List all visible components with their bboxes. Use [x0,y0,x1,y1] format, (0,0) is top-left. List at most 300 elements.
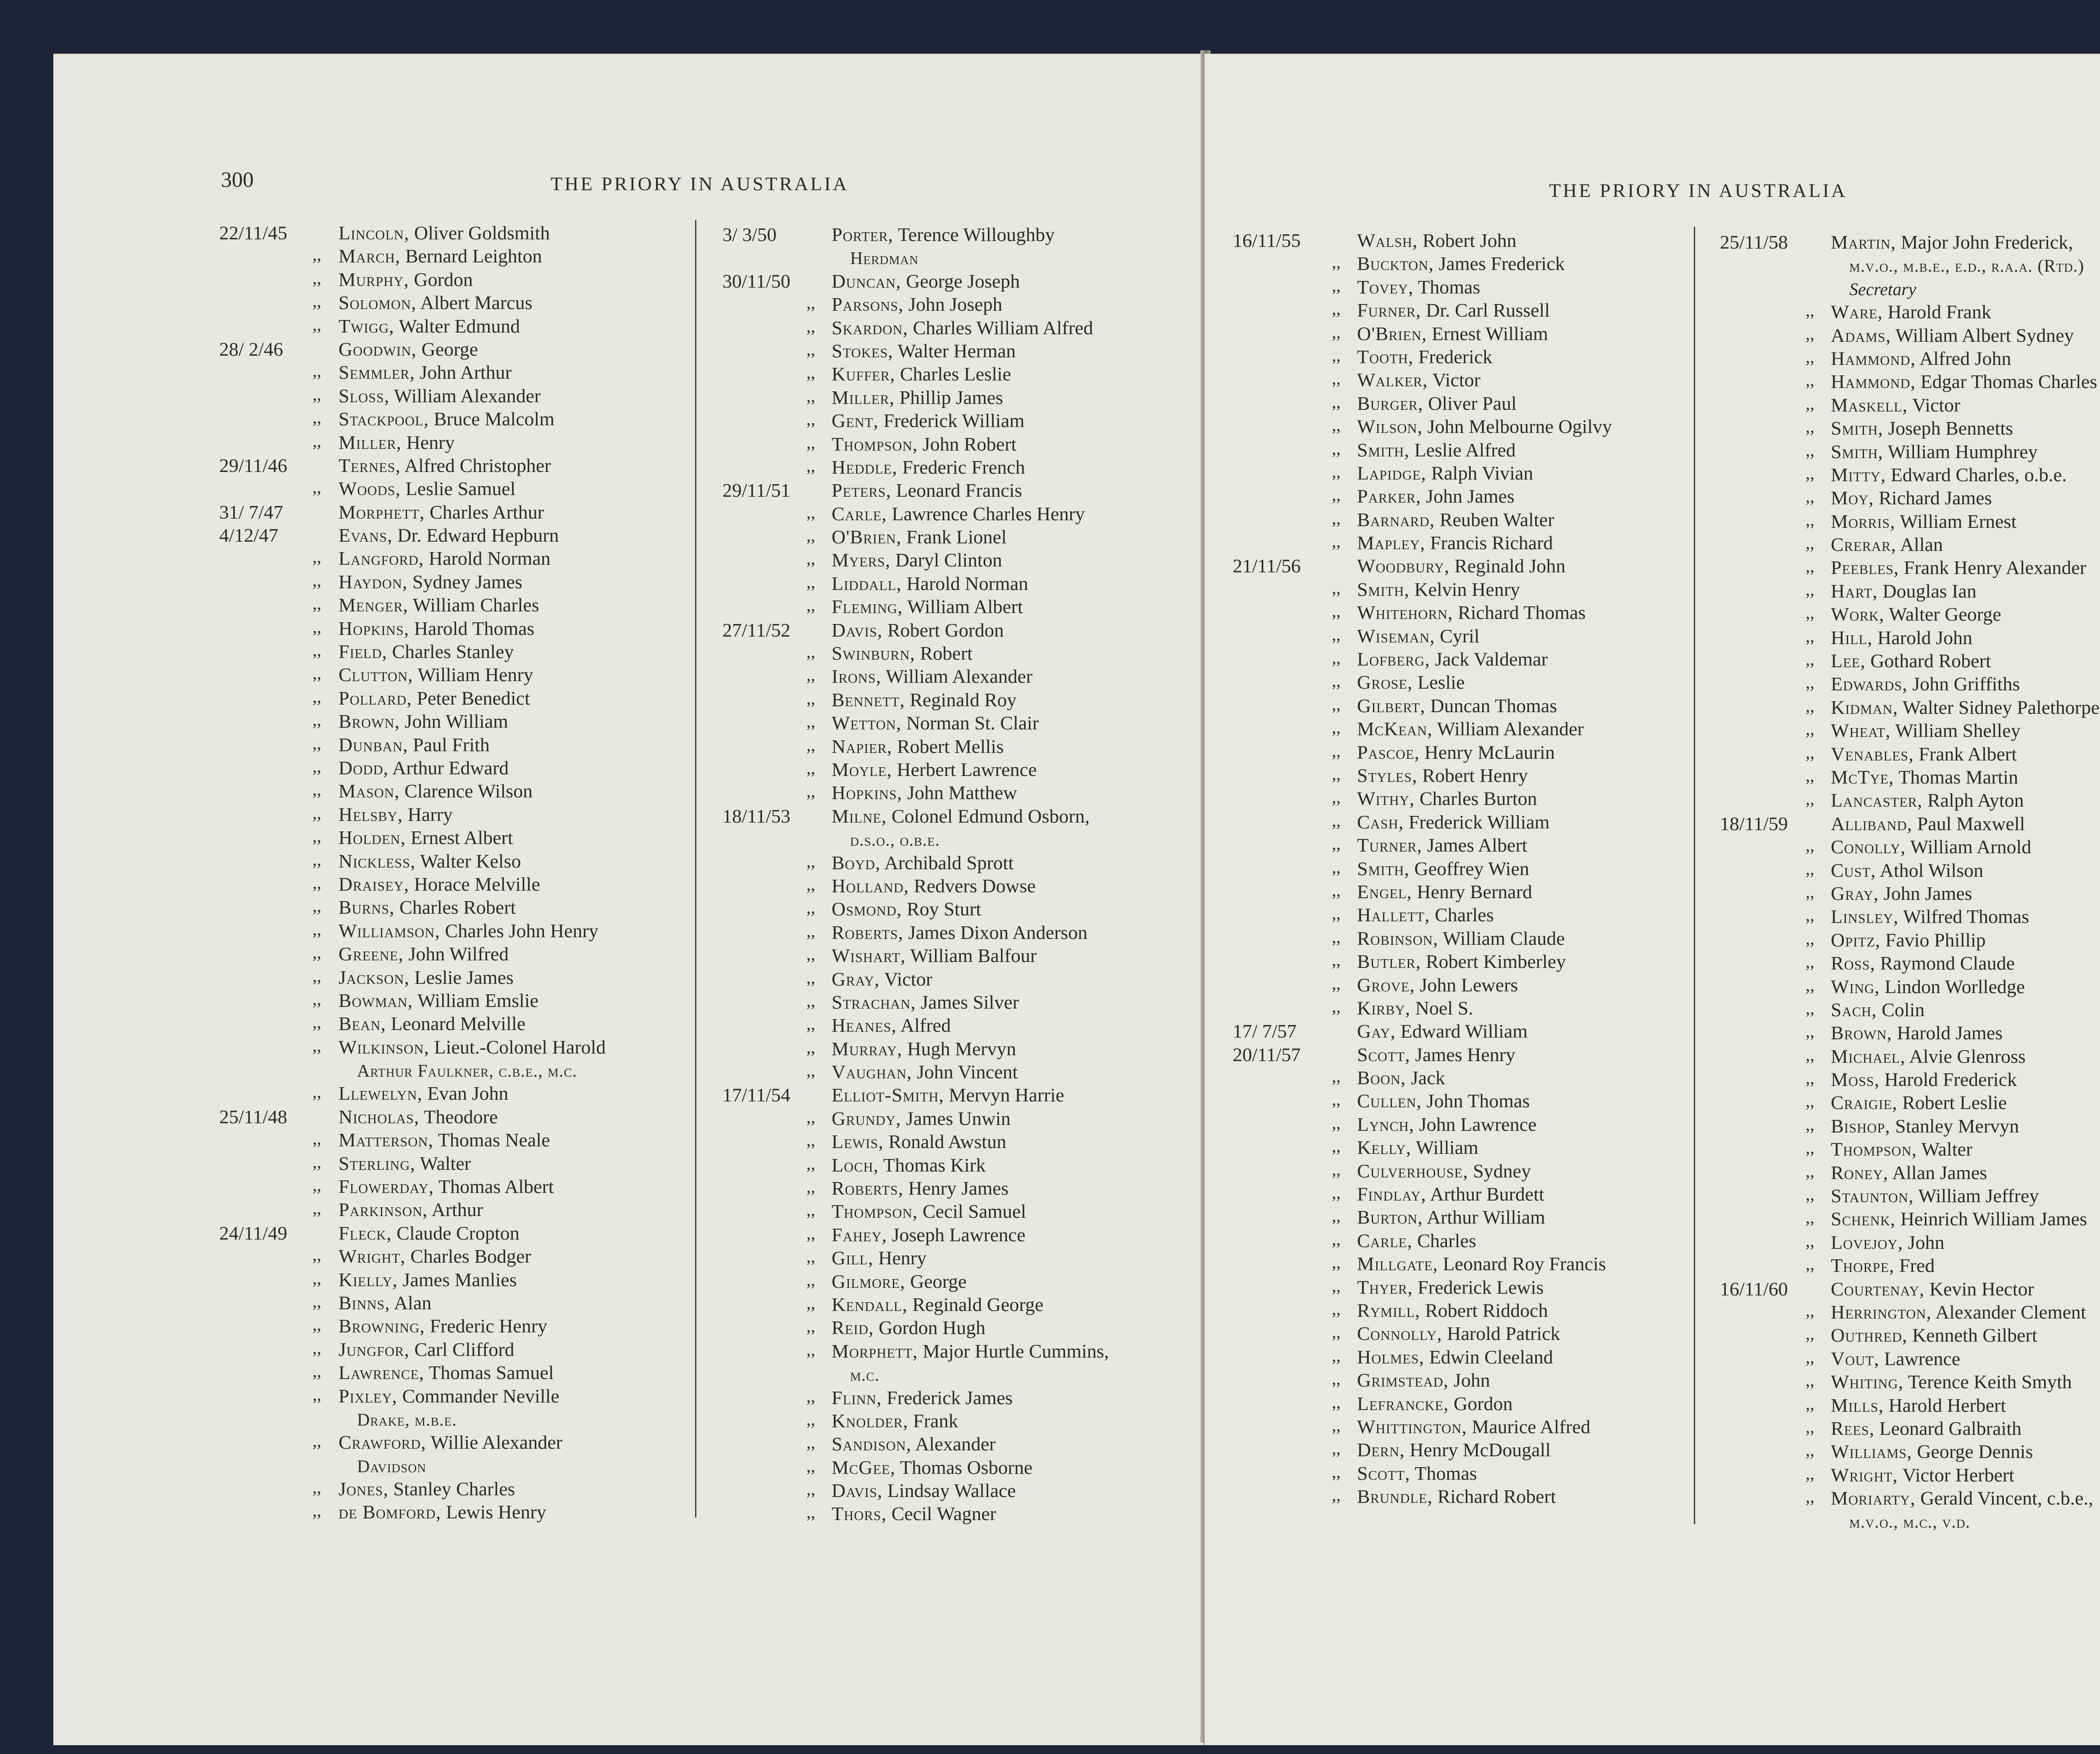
ditto-mark: ,, [1332,1113,1341,1133]
surname: Hill, [1831,627,1873,648]
entry-row [722,456,1218,479]
member-name [832,689,1016,711]
member-name [832,1387,1013,1409]
ditto-mark: ,, [806,410,815,430]
surname: Courtenay, [1831,1278,1925,1300]
ditto-mark: ,, [312,989,321,1009]
given-names: Henry [873,1247,927,1269]
given-names: Charles Arthur [425,501,544,523]
given-names: Leslie James [409,966,514,988]
entry-row [219,1361,740,1384]
given-names: Thomas Martin [1894,766,2019,788]
given-names: Frank Lionel [901,526,1007,548]
surname: Tovey, [1357,276,1414,298]
entry-row [1233,392,1695,415]
investiture-date: 28/ 2/46 [219,338,284,360]
surname: Semmler, [339,362,415,383]
entry-row [722,223,1218,246]
given-names: Ronald Awstun [883,1131,1007,1153]
ditto-mark: ,, [312,1501,321,1521]
given-names: Thomas Samuel [424,1362,554,1384]
member-name [339,757,509,779]
ditto-mark: ,, [806,386,815,406]
member-name [832,1061,1018,1083]
entry-row [722,875,1218,898]
given-names: Geoffrey Wien [1409,857,1529,879]
member-name [339,920,598,942]
surname: Wright, [1831,1464,1898,1486]
ditto-mark: ,, [1806,906,1814,926]
ditto-mark: ,, [1332,1323,1341,1342]
given-names: Charles Stanley [387,641,514,663]
ditto-mark: ,, [1806,440,1814,460]
ditto-mark: ,, [312,780,321,800]
surname: Thorpe, [1831,1255,1895,1277]
given-names: Charles William Alfred [908,317,1093,338]
entry-row [219,1012,740,1036]
ditto-mark: ,, [1332,392,1341,412]
entry-row [219,896,740,919]
ditto-mark: ,, [806,1433,815,1453]
member-name [832,503,1085,525]
surname: Loch, [832,1154,879,1176]
surname: Grimstead, [1357,1369,1449,1391]
member-name [1831,1487,2093,1509]
member-name [339,268,473,291]
surname: Wiseman, [1357,625,1435,647]
surname: Nicholas, [339,1106,420,1127]
given-names: Frank Henry Alexander [1899,557,2087,579]
entry-row [1720,1138,2100,1161]
ditto-mark: ,, [1332,1206,1341,1226]
given-names: James Unwin [901,1107,1011,1129]
given-names: Frederick James [882,1387,1013,1408]
ditto-mark: ,, [806,991,815,1011]
given-names: Harold Patrick [1442,1323,1560,1345]
given-names: Victor [879,968,932,990]
ditto-mark: ,, [312,571,321,590]
surname: Michael, [1831,1045,1906,1067]
entry-row [219,222,740,245]
member-name [339,477,515,500]
ditto-mark: ,, [312,1362,321,1382]
entry-row [722,1479,1218,1502]
ditto-mark: ,, [1806,1301,1814,1321]
given-names: John Joseph [903,294,1003,315]
entry-row [722,363,1218,386]
given-names: Stanley Mervyn [1890,1115,2019,1137]
given-names: Charles Robert [394,897,516,918]
member-name [1357,509,1554,531]
member-name [339,1431,562,1453]
surname: Swinburn, [832,642,915,664]
entry-row [219,943,740,966]
entry-row [722,1107,1218,1130]
ditto-mark: ,, [1806,673,1814,693]
member-name [832,1433,996,1455]
given-names: Allan [1896,534,1943,556]
investiture-date: 25/11/58 [1720,231,1788,253]
given-names: Richard Thomas [1453,602,1586,624]
given-names: Richard James [1874,487,1992,509]
honours-text: m.v.o., m.c., v.d. [1849,1513,1971,1532]
entry-row [722,1316,1218,1340]
given-names: Lieut.-Colonel Harold [429,1036,606,1058]
entry-row [219,1152,740,1175]
surname: Burger, [1357,392,1423,414]
entry-row [219,640,740,663]
member-name [832,456,1025,478]
ditto-mark: ,, [1332,764,1341,784]
member-name [1831,1091,2007,1114]
given-names: Victor [1428,369,1480,391]
given-names: Ernest Albert [406,827,513,849]
entry-row [219,850,740,873]
entry-row [1233,578,1695,601]
entry-row [1720,905,2100,928]
ditto-mark: ,, [806,317,815,336]
ditto-mark: ,, [1332,578,1341,598]
member-name [1831,510,2016,532]
given-names: Leonard Galbraith [1874,1417,2022,1439]
member-name [832,433,1016,455]
given-names: Athol Wilson [1876,859,1984,881]
member-name [339,222,550,244]
given-names: Alexander Clement [1932,1301,2086,1323]
entry-row [219,408,740,431]
surname: Goodwin, [339,338,417,360]
ditto-mark: ,, [806,1317,815,1337]
ditto-mark: ,, [1806,696,1814,716]
entry-row [1233,881,1695,904]
surname: Whittington, [1357,1416,1467,1437]
ditto-mark: ,, [806,433,815,453]
ditto-mark: ,, [312,1269,321,1288]
member-name [1831,1440,2033,1463]
surname: O'Brien, [832,526,902,548]
entry-row [722,1293,1218,1316]
member-name [1357,439,1516,461]
member-name [832,944,1037,967]
entry-row [722,246,1218,270]
given-names: Paul Frith [408,734,490,755]
given-names: Gordon Hugh [874,1317,986,1339]
member-name [1831,1022,2003,1044]
surname: Carle, [1357,1230,1412,1251]
surname: Moss, [1831,1069,1880,1091]
column-divider [1694,227,1695,1524]
surname: Dunban, [339,734,408,755]
given-names: Bruce Malcolm [429,408,555,430]
given-names: Favio Phillip [1880,929,1986,951]
member-name [1357,229,1517,252]
entry-row [1233,1160,1695,1183]
given-names: Ernest William [1427,322,1548,344]
ditto-mark: ,, [806,1293,815,1313]
surname: Woods, [339,478,401,500]
entry-row [722,1363,1218,1386]
member-name [1357,764,1528,787]
member-name [832,1177,1008,1199]
given-names: John [1449,1369,1490,1391]
member-name [1831,766,2018,788]
entry-row [1720,1510,2100,1533]
member-name [339,594,539,616]
given-names: Walter Kelso [415,850,521,872]
surname: Wishart, [832,945,906,967]
ditto-mark: ,, [806,1177,815,1197]
surname: Mapley, [1357,532,1425,554]
given-names: Willie Alexander [426,1432,562,1453]
entry-row [1233,974,1695,997]
entry-row [722,1387,1218,1410]
member-name [339,1106,498,1128]
ditto-mark: ,, [1332,974,1341,994]
surname: Cullen, [1357,1090,1422,1112]
member-name [832,735,1004,758]
surname: Moy, [1831,487,1874,509]
surname: Pixley, [339,1385,398,1407]
entry-row [1720,1022,2100,1045]
surname: Maskell, [1831,394,1908,416]
member-name [1831,627,1972,649]
entry-row [219,710,740,733]
given-names: James Manlies [397,1269,517,1290]
member-name [339,803,453,826]
given-names: Robert [915,642,973,664]
surname: Work, [1831,603,1885,625]
running-header: THE PRIORY IN AUSTRALIA [551,173,849,194]
entry-row [219,291,740,315]
surname: Skardon, [832,317,908,338]
ditto-mark: ,, [312,1478,321,1498]
member-name [339,547,551,569]
entry-row [722,852,1218,875]
page-number: 300 [221,168,254,192]
given-names: Archibald Sprott [880,852,1014,873]
honours-text: Davidson [357,1457,427,1476]
ditto-mark: ,, [806,503,815,522]
surname: Boon, [1357,1067,1406,1089]
member-name [1357,811,1550,833]
ditto-mark: ,, [1332,648,1341,668]
surname: Peters, [832,480,891,501]
given-names: Alfred John [1916,347,2011,369]
ditto-mark: ,, [1806,650,1814,670]
surname: Lefrancke, [1357,1392,1449,1414]
given-names: Robert John [1418,230,1517,251]
surname: Crawford, [339,1432,426,1453]
entry-row [1233,485,1695,508]
given-names: William [1411,1137,1478,1159]
member-name [1357,578,1520,600]
surname: Gilmore, [832,1270,906,1292]
ditto-mark: ,, [1806,1045,1814,1065]
ditto-mark: ,, [1332,462,1341,482]
ditto-mark: ,, [1806,301,1814,321]
surname: Thompson, [1831,1138,1917,1160]
given-names: Thomas Kirk [879,1154,986,1176]
surname: Kelly, [1357,1137,1412,1159]
member-name [832,1038,1016,1060]
surname: Nickless, [339,850,416,872]
surname: Helsby, [339,803,403,825]
ditto-mark: ,, [1332,671,1341,691]
member-name [1357,718,1584,740]
entry-row [1233,1322,1695,1345]
investiture-date: 27/11/52 [722,619,790,641]
given-names: Alan [390,1292,432,1314]
given-names: Edward Charles, o.b.e. [1886,464,2067,485]
member-name [339,524,559,546]
surname: Hart, [1831,580,1878,602]
surname: Cash, [1357,811,1404,833]
given-names: Duncan Thomas [1425,695,1557,716]
entry-row [1720,1045,2100,1068]
entry-row [1233,1392,1695,1416]
member-name [1831,673,2020,695]
surname: Gilbert, [1357,695,1425,716]
surname: Roberts, [832,1177,903,1199]
ditto-mark: ,, [1806,1464,1814,1484]
given-names: Edward William [1396,1020,1528,1042]
entry-row [219,1198,740,1222]
ditto-mark: ,, [1806,952,1814,972]
given-names: Victor Herbert [1898,1464,2015,1486]
surname: Vout, [1831,1348,1880,1369]
surname: Llewelyn, [339,1083,423,1104]
surname: Venables, [1831,743,1914,765]
member-name [832,1456,1032,1479]
surname: McGee, [832,1456,896,1478]
member-name [1357,857,1529,880]
honours-text: Herdman [850,249,919,269]
ditto-mark: ,, [806,1480,815,1500]
given-names: Reginald John [1449,555,1566,577]
ditto-mark: ,, [1806,394,1814,414]
member-name [1831,347,2011,370]
entry-row [1233,695,1695,718]
entry-row [722,595,1218,619]
given-names: George Joseph [901,270,1020,292]
member-name [832,223,1055,246]
surname: Findlay, [1357,1183,1426,1205]
investiture-date: 18/11/59 [1720,813,1788,834]
ditto-mark: ,, [806,1270,815,1290]
member-name [339,850,521,872]
surname: Flowerday, [339,1176,434,1198]
entry-row [1233,1276,1695,1299]
member-name [1831,394,1960,416]
member-name [339,1152,471,1175]
member-name [1357,1043,1515,1066]
entry-row [722,1502,1218,1526]
ditto-mark: ,, [1332,1160,1341,1180]
member-name [1831,836,2031,858]
given-names: Thomas Osborne [895,1456,1033,1478]
given-names: Evan John [423,1083,509,1104]
ditto-mark: ,, [1332,927,1341,947]
surname: Elliot-Smith, [832,1084,944,1106]
ditto-mark: ,, [806,712,815,732]
given-names: Arthur [428,1199,483,1221]
surname: Milne, [832,805,887,827]
entry-row [219,501,740,524]
surname: Withy, [1357,788,1415,810]
ditto-mark: ,, [806,782,815,802]
surname: Kielly, [339,1269,398,1290]
ditto-mark: ,, [806,1131,815,1151]
surname: Ternes, [339,454,401,476]
given-names: Clarence Wilson [399,780,533,802]
ditto-mark: ,, [312,1199,321,1219]
member-name [832,619,1004,641]
entry-row [219,361,740,384]
member-name [339,385,541,407]
entry-row [722,805,1218,828]
entry-row [1233,1113,1695,1136]
entry-row [1233,950,1695,973]
entry-row [1720,1185,2100,1208]
given-names: Noel S. [1410,997,1473,1019]
surname: Smith, [1357,439,1410,461]
entry-row [219,1455,740,1478]
ditto-mark: ,, [312,803,321,823]
member-name [339,315,520,337]
ditto-mark: ,, [312,966,321,986]
ditto-mark: ,, [1332,1439,1341,1459]
surname: Matterson, [339,1129,433,1151]
member-name [1831,1278,2034,1300]
ditto-mark: ,, [312,687,321,707]
surname: Williamson, [339,920,440,941]
entry-row [1720,1301,2100,1324]
surname: Smith, [1357,578,1410,600]
member-name [1831,603,2001,625]
entry-row [722,665,1218,688]
member-name [832,1084,1064,1106]
surname: Walker, [1357,369,1428,391]
ditto-mark: ,, [806,921,815,941]
ditto-mark: ,, [806,758,815,778]
given-names: Daryl Clinton [890,549,1002,571]
given-names: Reginald George [907,1293,1044,1315]
given-names: Walter Herman [893,340,1016,362]
entry-row [722,340,1218,363]
given-names: Alfred Christopher [400,454,551,476]
surname: Napier, [832,735,892,757]
surname: Roberts, [832,921,903,943]
given-names: Claude Cropton [391,1222,520,1244]
member-name [339,896,516,918]
entry-row [1720,929,2100,952]
ditto-mark: ,, [806,898,815,918]
entry-row [722,689,1218,712]
surname: Morphett, [339,501,425,523]
ditto-mark: ,, [1332,346,1341,365]
surname: Dodd, [339,757,389,779]
surname: Osmond, [832,898,902,920]
ditto-mark: ,, [312,1315,321,1335]
ditto-mark: ,, [1332,532,1341,552]
ditto-mark: ,, [1332,881,1341,900]
member-name [339,1292,431,1314]
entry-row [1233,1043,1695,1067]
surname: Linsley, [1831,906,1899,928]
member-name [1831,859,1983,881]
entry-row [1233,811,1695,834]
member-name [1357,881,1532,903]
